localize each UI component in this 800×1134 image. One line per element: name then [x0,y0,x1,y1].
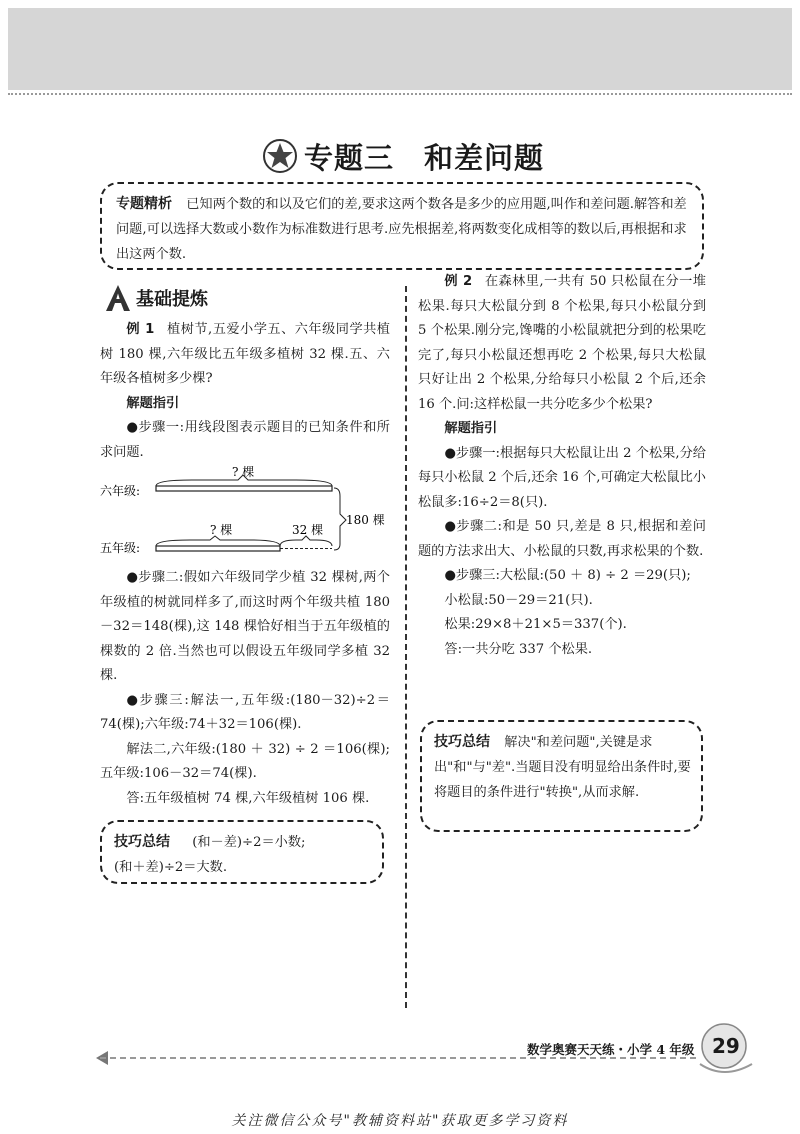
page-number: 29 [712,1034,740,1058]
section-header [104,283,208,313]
example1-label: 例 1 [126,322,155,337]
step1-left: ●步骤一:用线段图表示题目的已知条件和所求问题. [100,420,390,460]
guide-heading-left: 解题指引 [126,395,180,411]
header-divider [8,93,792,95]
example2 [418,270,706,417]
five-left-brace [156,536,280,546]
tip-line2: (和＋差)÷2＝大数. [114,860,228,875]
intro-text: 已知两个数的和以及它们的差,要求这两个数各是多少的应用题,叫作和差问题.解答和差问题,可以选择大数或小数作为标准数进行思考.应先根据差,将两数变化成相等的数以后,再根据和求出这两个数. [116,197,687,262]
step3-left: ●步骤三:解法一,五年级:(180－32)÷2＝74(棵);六年级:74＋32＝106(棵). [100,692,390,732]
column-divider [405,286,407,1008]
answer-left: 答:五年级植树 74 棵,六年级植树 106 棵. [126,790,370,806]
answer-right: 答:一共分吃 337 个松果. [444,641,593,657]
segment-diagram [100,462,390,558]
example1-text: 植树节,五爱小学五、六年级同学共植树 180 棵,六年级比五年级多植树 32 棵.五、六年级各植树多少棵? [100,322,390,386]
tip-box-left [100,820,384,884]
book-title: 数学奥赛天天练・小学 4 年级 [527,1042,695,1057]
intro-box [100,182,704,270]
example2-label: 例 2 [444,274,473,289]
small-squirrel-line: 小松鼠:50－29＝21(只). [444,592,593,608]
five-grade-label: 五年级: [100,541,141,555]
tip-label-right: 技巧总结 [434,734,490,750]
diff-brace [280,536,332,546]
tip-text-right: 解决"和差问题",关键是求出"和"与"差".当题目没有明显给出条件时,要将题目的条件进行"转换",从而求解. [434,735,691,800]
page-number-badge [690,1020,762,1092]
section-title: 基础提炼 [136,289,208,310]
topic-title [262,134,544,178]
header-banner [8,8,792,90]
right-column [418,270,706,662]
example2-text: 在森林里,一共有 50 只松鼠在分一堆松果.每只大松鼠分到 8 个松果,每只小松鼠分到 5 个松果.刚分完,馋嘴的小松鼠就把分到的松果吃完了,每只小松鼠还想再吃 2 个松果,每只大松鼠只好让出 2 个松果,分给每只小松鼠 2 个后,还余 16 个.问:这样松鼠一共分吃多少个松果? [418,274,706,412]
star-icon [262,138,298,174]
six-grade-label: 六年级: [100,484,141,498]
guide-heading-right: 解题指引 [444,421,498,436]
bottom-note: 关注微信公众号"教辅资料站"获取更多学习资料 [231,1113,569,1129]
pine-cone-line: 松果:29×8＋21×5＝337(个). [444,617,627,632]
step2-left: ●步骤二:假如六年级同学少植 32 棵树,两个年级植的树就同样多了,而这时两个年级共植 180－32＝148(棵),这 148 棵恰好相当于五年级植的棵数的 2 倍.当然也可以假设五年级同学多植 32 棵. [100,570,390,683]
step3-right: ●步骤三:大松鼠:(50 ＋ 8) ÷ 2 ＝29(只); [444,568,691,583]
method2: 解法二,六年级:(180 ＋ 32) ÷ 2 ＝106(棵);五年级:106－32＝74(棵). [100,741,390,781]
left-column [100,318,390,465]
six-grade-bar [156,486,332,491]
total-brace [334,488,346,550]
five-grade-bar [156,546,280,551]
total-label: 180 棵 [346,513,385,527]
example1 [100,318,390,392]
tip-box-right [420,720,703,832]
diff-label: 32 棵 [292,523,324,537]
letter-a-icon [104,283,132,313]
step1-right: ●步骤一:根据每只大松鼠让出 2 个松果,分给每只小松鼠 2 个后,还余 16 个,可确定大松鼠比小松鼠多:16÷2＝8(只). [418,445,706,510]
left-column-lower [100,566,390,811]
title-text: 专题三 和差问题 [304,140,545,175]
five-left-label: ? 棵 [210,523,233,537]
top-brace [156,475,332,486]
step2-right: ●步骤二:和是 50 只,差是 8 只,根据和差问题的方法求出大、小松鼠的只数,再求松果的个数. [418,519,706,559]
diagram-top-label: ? 棵 [232,465,255,479]
tip-line1: (和－差)÷2＝小数; [192,835,306,850]
intro-label: 专题精析 [116,196,172,212]
tip-label-left: 技巧总结 [114,834,170,850]
